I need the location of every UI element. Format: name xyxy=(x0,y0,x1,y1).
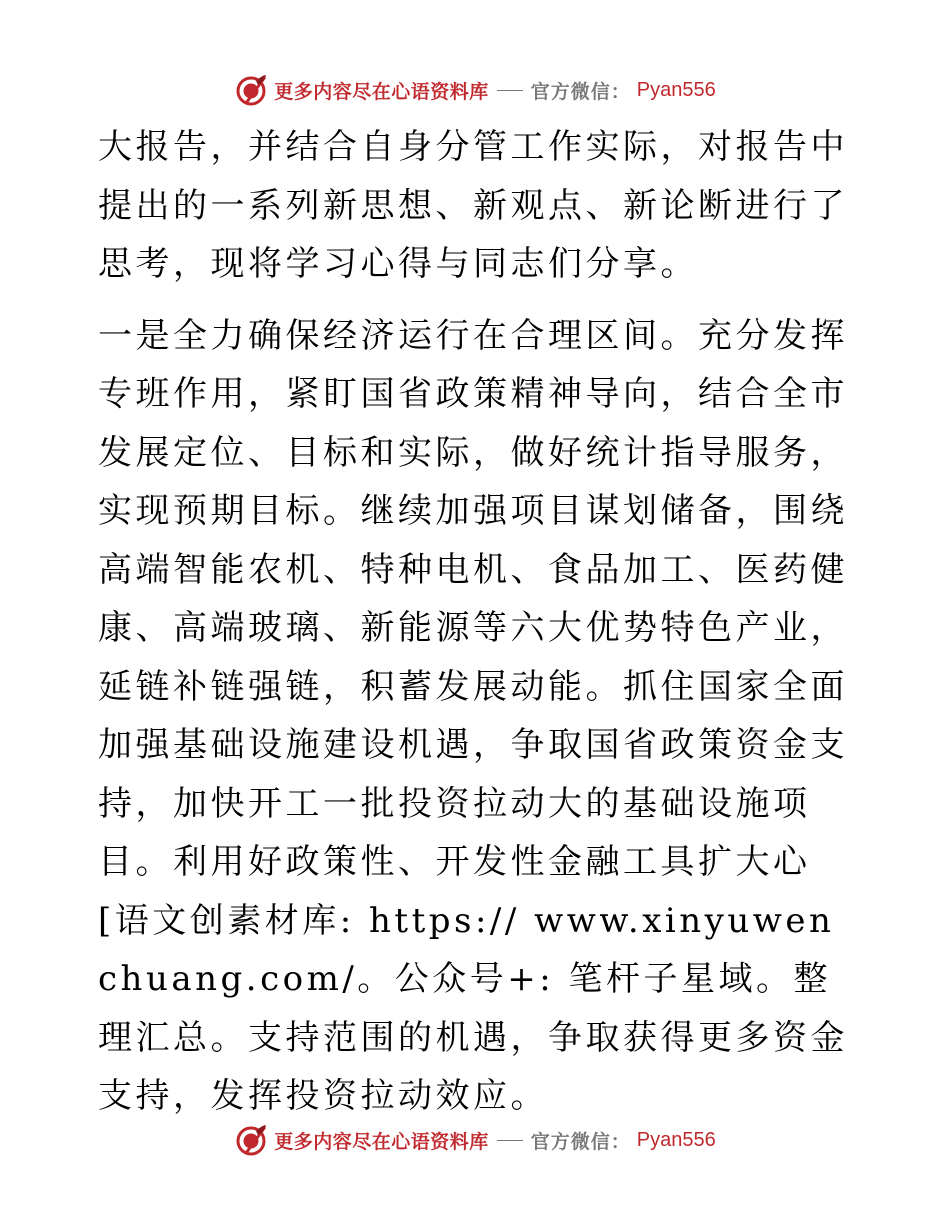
body-paragraph: 一是全力确保经济运行在合理区间。充分发挥专班作用，紧盯国省政策精神导向，结合全市发展定位、目标和实际，做好统计指导服务，实现预期目标。继续加强项目谋划储备，围绕高端智能农机、特种电机、食品加工、医药健康、高端玻璃、新能源等六大优势特色产业，延链补链强链，积蓄发展动能。抓住国家全面加强基础设施建设机遇，争取国省政策资金支持，加快开工一批投资拉动大的基础设施项目。利用好政策性、开发性金融工具扩大心[语文创素材库: https:// www.xinyuwenchuang.com/。公众号+: 笔杆子星域。整理汇总。支持范围的机遇，争取获得更多资金支持，发挥投资拉动效应。 xyxy=(98,315,848,1116)
footer-banner xyxy=(0,1122,950,1158)
body-paragraph: 大报告，并结合自身分管工作实际，对报告中提出的一系列新思想、新观点、新论断进行了思考，现将学习心得与同志们分享。 xyxy=(98,127,848,284)
banner-brand-text: 更多内容尽在心语资料库 xyxy=(274,1130,489,1153)
banner-dash-divider xyxy=(497,1140,523,1141)
document-body xyxy=(98,118,854,1126)
header-banner xyxy=(0,72,950,108)
banner-brand-text: 更多内容尽在心语资料库 xyxy=(274,80,489,103)
banner-wechat-label: 官方微信： xyxy=(530,1130,631,1153)
banner-wechat-id: Pyan556 xyxy=(636,78,716,101)
banner-dash-divider xyxy=(497,90,523,91)
quill-seal-logo-icon xyxy=(234,1123,268,1157)
banner-wechat-label: 官方微信： xyxy=(530,80,631,103)
quill-seal-logo-icon xyxy=(234,73,268,107)
banner-wechat-id: Pyan556 xyxy=(636,1128,716,1151)
